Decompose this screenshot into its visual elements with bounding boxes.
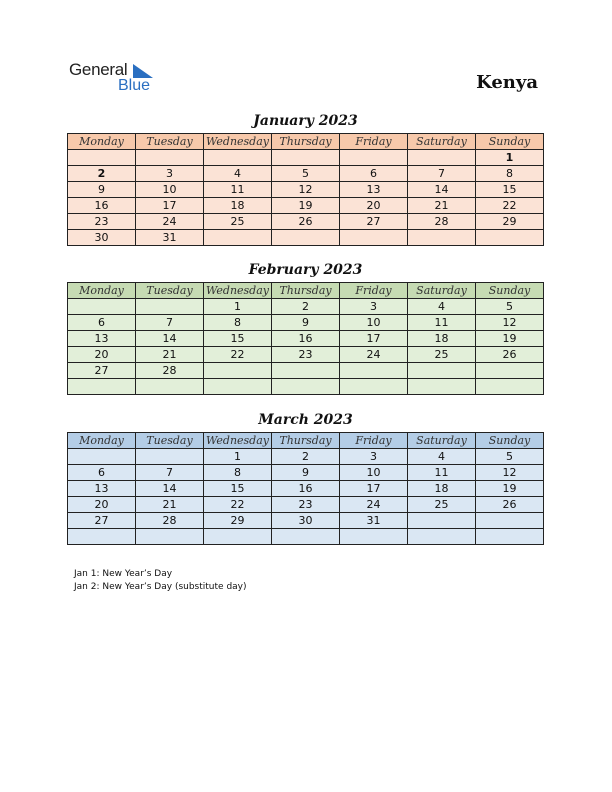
day-cell: 13 xyxy=(68,481,136,497)
weekday-header-row xyxy=(68,134,544,150)
day-cell: 4 xyxy=(204,166,272,182)
day-cell: 24 xyxy=(340,347,408,363)
day-cell: 6 xyxy=(68,315,136,331)
week-row xyxy=(68,182,544,198)
empty-day-cell xyxy=(408,529,476,545)
day-cell: 9 xyxy=(272,315,340,331)
weekday-header: Thursday xyxy=(272,134,340,150)
day-cell: 17 xyxy=(340,331,408,347)
day-cell: 23 xyxy=(68,214,136,230)
empty-day-cell xyxy=(476,529,544,545)
day-cell: 14 xyxy=(136,331,204,347)
week-row xyxy=(68,449,544,465)
weekday-header: Tuesday xyxy=(136,134,204,150)
day-cell: 7 xyxy=(136,465,204,481)
day-cell: 8 xyxy=(476,166,544,182)
empty-day-cell xyxy=(476,379,544,395)
empty-day-cell xyxy=(136,299,204,315)
day-cell: 2 xyxy=(272,449,340,465)
day-cell: 13 xyxy=(340,182,408,198)
day-cell: 23 xyxy=(272,347,340,363)
day-cell: 11 xyxy=(408,465,476,481)
weekday-header: Thursday xyxy=(272,433,340,449)
day-cell: 27 xyxy=(68,363,136,379)
empty-day-cell xyxy=(408,363,476,379)
country-title: Kenya xyxy=(476,72,538,93)
logo-blue-text: Blue xyxy=(118,77,151,94)
day-cell: 15 xyxy=(204,481,272,497)
day-cell: 12 xyxy=(476,465,544,481)
weekday-header: Saturday xyxy=(408,283,476,299)
day-cell: 8 xyxy=(204,465,272,481)
empty-day-cell xyxy=(204,363,272,379)
day-cell: 25 xyxy=(408,347,476,363)
day-cell: 26 xyxy=(272,214,340,230)
weekday-header-row xyxy=(68,283,544,299)
week-row xyxy=(68,214,544,230)
day-cell: 1 xyxy=(204,299,272,315)
calendar-january xyxy=(67,133,544,246)
day-cell: 28 xyxy=(408,214,476,230)
logo xyxy=(69,60,169,96)
day-cell: 28 xyxy=(136,513,204,529)
day-cell: 25 xyxy=(408,497,476,513)
holiday-note: Jan 2: New Year’s Day (substitute day) xyxy=(74,582,247,592)
day-cell: 10 xyxy=(340,315,408,331)
month-title-january: January 2023 xyxy=(253,113,358,129)
day-cell: 15 xyxy=(476,182,544,198)
week-row xyxy=(68,331,544,347)
day-cell: 6 xyxy=(68,465,136,481)
day-cell: 5 xyxy=(476,449,544,465)
day-cell: 25 xyxy=(204,214,272,230)
empty-day-cell xyxy=(272,379,340,395)
weekday-header: Thursday xyxy=(272,283,340,299)
day-cell: 30 xyxy=(68,230,136,246)
day-cell: 9 xyxy=(272,465,340,481)
empty-day-cell xyxy=(408,379,476,395)
day-cell: 11 xyxy=(408,315,476,331)
day-cell: 16 xyxy=(272,481,340,497)
day-cell: 27 xyxy=(340,214,408,230)
empty-day-cell xyxy=(136,529,204,545)
weekday-header: Saturday xyxy=(408,134,476,150)
day-cell: 3 xyxy=(136,166,204,182)
day-cell: 10 xyxy=(136,182,204,198)
empty-day-cell xyxy=(340,529,408,545)
empty-day-cell xyxy=(272,150,340,166)
weekday-header: Sunday xyxy=(476,433,544,449)
weekday-header: Friday xyxy=(340,433,408,449)
day-cell: 18 xyxy=(204,198,272,214)
empty-day-cell xyxy=(340,230,408,246)
calendar-february xyxy=(67,282,544,395)
day-cell: 14 xyxy=(408,182,476,198)
empty-day-cell xyxy=(204,230,272,246)
empty-day-cell xyxy=(408,150,476,166)
day-cell: 23 xyxy=(272,497,340,513)
day-cell: 10 xyxy=(340,465,408,481)
empty-day-cell xyxy=(68,529,136,545)
day-cell: 20 xyxy=(340,198,408,214)
day-cell: 17 xyxy=(340,481,408,497)
week-row xyxy=(68,513,544,529)
weekday-header: Friday xyxy=(340,283,408,299)
day-cell: 2 xyxy=(68,166,136,182)
empty-day-cell xyxy=(68,150,136,166)
empty-day-cell xyxy=(272,363,340,379)
empty-day-cell xyxy=(68,299,136,315)
day-cell: 9 xyxy=(68,182,136,198)
weekday-header: Wednesday xyxy=(204,134,272,150)
day-cell: 31 xyxy=(136,230,204,246)
day-cell: 16 xyxy=(272,331,340,347)
day-cell: 13 xyxy=(68,331,136,347)
empty-day-cell xyxy=(204,379,272,395)
day-cell: 21 xyxy=(136,497,204,513)
holiday-note: Jan 1: New Year’s Day xyxy=(74,569,173,579)
day-cell: 15 xyxy=(204,331,272,347)
day-cell: 6 xyxy=(340,166,408,182)
empty-day-cell xyxy=(68,449,136,465)
day-cell: 5 xyxy=(272,166,340,182)
day-cell: 18 xyxy=(408,481,476,497)
day-cell: 3 xyxy=(340,299,408,315)
day-cell: 12 xyxy=(272,182,340,198)
day-cell: 5 xyxy=(476,299,544,315)
empty-day-cell xyxy=(136,150,204,166)
day-cell: 22 xyxy=(204,347,272,363)
week-row xyxy=(68,150,544,166)
empty-day-cell xyxy=(340,379,408,395)
empty-day-cell xyxy=(340,363,408,379)
empty-day-cell xyxy=(408,513,476,529)
empty-day-cell xyxy=(408,230,476,246)
empty-day-cell xyxy=(136,449,204,465)
day-cell: 30 xyxy=(272,513,340,529)
day-cell: 22 xyxy=(476,198,544,214)
day-cell: 21 xyxy=(408,198,476,214)
day-cell: 12 xyxy=(476,315,544,331)
day-cell: 26 xyxy=(476,347,544,363)
day-cell: 19 xyxy=(272,198,340,214)
day-cell: 4 xyxy=(408,449,476,465)
day-cell: 16 xyxy=(68,198,136,214)
day-cell: 24 xyxy=(136,214,204,230)
day-cell: 7 xyxy=(136,315,204,331)
day-cell: 2 xyxy=(272,299,340,315)
week-row xyxy=(68,347,544,363)
weekday-header: Tuesday xyxy=(136,283,204,299)
logo-triangle-icon xyxy=(133,64,153,78)
empty-day-cell xyxy=(272,230,340,246)
weekday-header: Friday xyxy=(340,134,408,150)
day-cell: 21 xyxy=(136,347,204,363)
day-cell: 8 xyxy=(204,315,272,331)
day-cell: 17 xyxy=(136,198,204,214)
day-cell: 29 xyxy=(204,513,272,529)
weekday-header: Tuesday xyxy=(136,433,204,449)
week-row xyxy=(68,379,544,395)
week-row xyxy=(68,198,544,214)
weekday-header: Wednesday xyxy=(204,433,272,449)
logo-general-text: General xyxy=(69,60,128,79)
empty-day-cell xyxy=(204,529,272,545)
empty-day-cell xyxy=(476,230,544,246)
calendar-march xyxy=(67,432,544,545)
empty-day-cell xyxy=(340,150,408,166)
day-cell: 22 xyxy=(204,497,272,513)
day-cell: 27 xyxy=(68,513,136,529)
week-row xyxy=(68,481,544,497)
day-cell: 1 xyxy=(476,150,544,166)
empty-day-cell xyxy=(136,379,204,395)
empty-day-cell xyxy=(272,529,340,545)
weekday-header: Saturday xyxy=(408,433,476,449)
day-cell: 28 xyxy=(136,363,204,379)
empty-day-cell xyxy=(476,513,544,529)
week-row xyxy=(68,166,544,182)
day-cell: 26 xyxy=(476,497,544,513)
weekday-header: Sunday xyxy=(476,134,544,150)
empty-day-cell xyxy=(204,150,272,166)
week-row xyxy=(68,230,544,246)
week-row xyxy=(68,363,544,379)
empty-day-cell xyxy=(476,363,544,379)
day-cell: 18 xyxy=(408,331,476,347)
week-row xyxy=(68,497,544,513)
day-cell: 11 xyxy=(204,182,272,198)
weekday-header: Monday xyxy=(68,283,136,299)
day-cell: 3 xyxy=(340,449,408,465)
day-cell: 19 xyxy=(476,481,544,497)
day-cell: 20 xyxy=(68,347,136,363)
day-cell: 24 xyxy=(340,497,408,513)
week-row xyxy=(68,315,544,331)
holiday-notes xyxy=(74,568,247,594)
day-cell: 7 xyxy=(408,166,476,182)
week-row xyxy=(68,529,544,545)
day-cell: 29 xyxy=(476,214,544,230)
day-cell: 1 xyxy=(204,449,272,465)
day-cell: 4 xyxy=(408,299,476,315)
week-row xyxy=(68,299,544,315)
day-cell: 31 xyxy=(340,513,408,529)
weekday-header: Monday xyxy=(68,433,136,449)
month-title-february: February 2023 xyxy=(248,262,363,278)
weekday-header-row xyxy=(68,433,544,449)
month-title-march: March 2023 xyxy=(258,412,353,428)
day-cell: 14 xyxy=(136,481,204,497)
empty-day-cell xyxy=(68,379,136,395)
week-row xyxy=(68,465,544,481)
weekday-header: Wednesday xyxy=(204,283,272,299)
day-cell: 19 xyxy=(476,331,544,347)
day-cell: 20 xyxy=(68,497,136,513)
weekday-header: Sunday xyxy=(476,283,544,299)
weekday-header: Monday xyxy=(68,134,136,150)
